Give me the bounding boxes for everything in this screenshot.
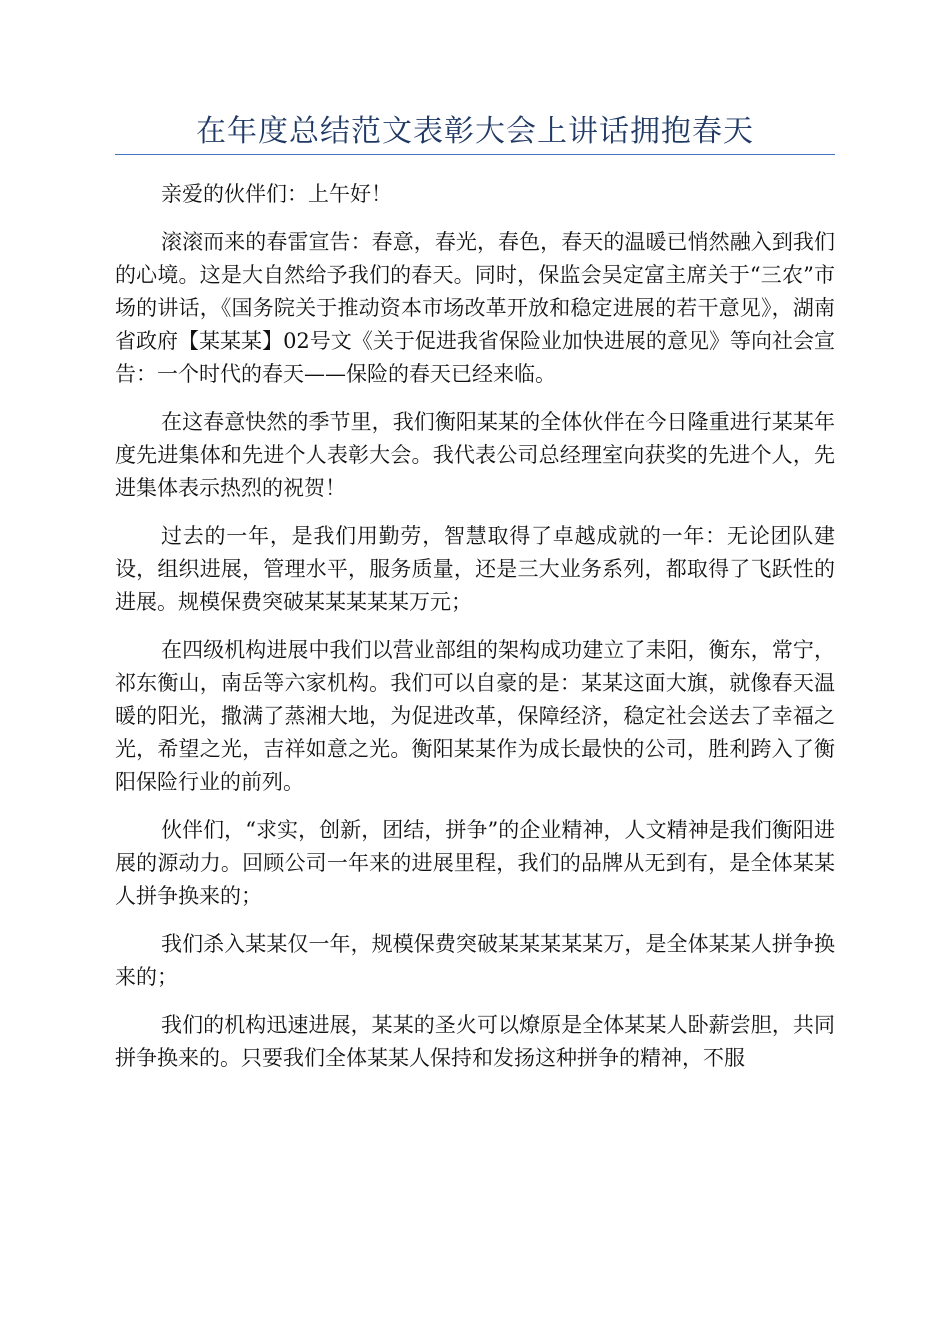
paragraph: 在这春意快然的季节里，我们衡阳某某的全体伙伴在今日隆重进行某某年度先进集体和先进个人表彰大会。我代表公司总经理室向获奖的先进个人，先进集体表示热烈的祝贺！ xyxy=(115,410,835,500)
paragraph: 过去的一年，是我们用勤劳，智慧取得了卓越成就的一年：无论团队建设，组织进展，管理水平，服务质量，还是三大业务系列，都取得了飞跃性的进展。规模保费突破某某某某某万元； xyxy=(115,524,835,614)
paragraph: 滚滚而来的春雷宣告：春意，春光，春色，春天的温暖已悄然融入到我们的心境。这是大自然给予我们的春天。同时，保监会吴定富主席关于“三农”市场的讲话，《国务院关于推动资本市场改革开放和稳定进展的若干意见》，湖南省政府【某某某】02号文《关于促进我省保险业加快进展的意见》等向社会宣告：一个时代的春天——保险的春天已经来临。 xyxy=(115,230,835,386)
paragraph: 我们的机构迅速进展，某某的圣火可以燎原是全体某某人卧薪尝胆，共同拼争换来的。只要我们全体某某人保持和发扬这种拼争的精神，不服 xyxy=(115,1013,835,1070)
title-underline xyxy=(115,154,835,155)
paragraph: 我们杀入某某仅一年，规模保费突破某某某某某万，是全体某某人拼争换来的； xyxy=(115,932,835,989)
paragraph: 在四级机构进展中我们以营业部组的架构成功建立了耒阳，衡东，常宁，祁东衡山，南岳等六家机构。我们可以自豪的是：某某这面大旗，就像春天温暖的阳光，撒满了蒸湘大地，为促进改革，保障经济，稳定社会送去了幸福之光，希望之光，吉祥如意之光。衡阳某某作为成长最快的公司，胜利跨入了衡阳保险行业的前列。 xyxy=(115,638,835,794)
paragraph-greeting: 亲爱的伙伴们：上午好！ xyxy=(161,182,392,206)
document-title: 在年度总结范文表彰大会上讲话拥抱春天 xyxy=(196,114,754,149)
paragraph: 伙伴们，“求实，创新，团结，拼争”的企业精神，人文精神是我们衡阳进展的源动力。回顾公司一年来的进展里程，我们的品牌从无到有，是全体某某人拼争换来的； xyxy=(115,818,835,908)
document-body xyxy=(115,178,835,1090)
